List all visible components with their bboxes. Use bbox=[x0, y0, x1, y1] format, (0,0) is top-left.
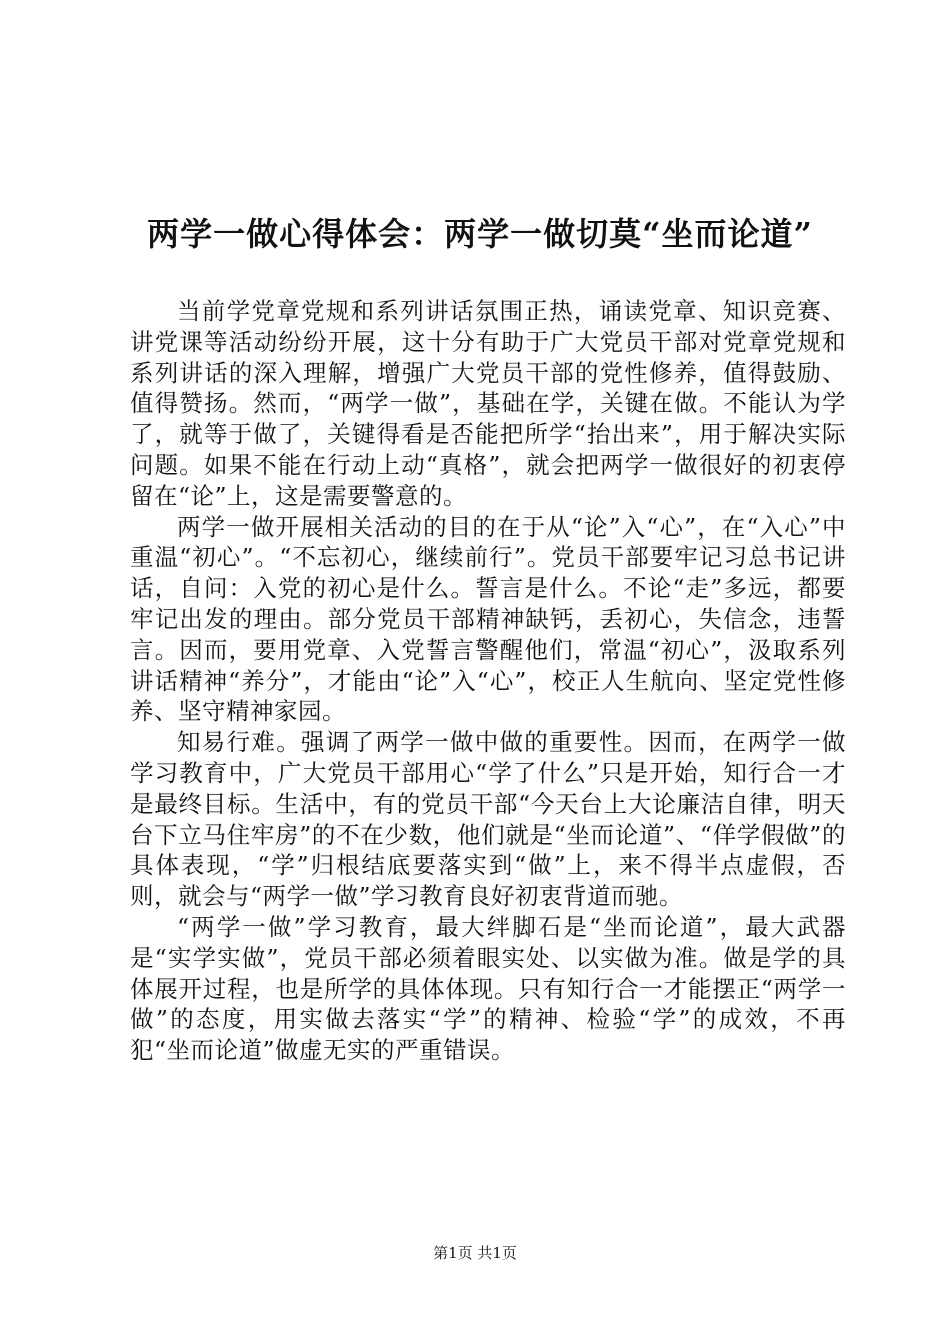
paragraph-1: 当前学党章党规和系列讲话氛围正热，诵读党章、知识竞赛、讲党课等活动纷纷开展，这十分有助于广大党员干部对党章党规和系列讲话的深入理解，增强广大党员干部的党性修养，值得鼓励、值得赞扬。然而，“两学一做”，基础在学，关键在做。不能认为学了，就等于做了，关键得看是否能把所学“抬出来”，用于解决实际问题。如果不能在行动上动“真格”，就会把两学一做很好的初衷停留在“论”上，这是需要警意的。 bbox=[130, 297, 846, 510]
paragraph-4: “两学一做”学习教育，最大绊脚石是“坐而论道”，最大武器是“实学实做”，党员干部必须着眼实处、以实做为准。做是学的具体展开过程，也是所学的具体体现。只有知行合一才能摆正“两学一做”的态度，用实做去落实“学”的精神、检验“学”的成效，不再犯“坐而论道”做虚无实的严重错误。 bbox=[130, 912, 846, 1065]
paragraph-2: 两学一做开展相关活动的目的在于从“论”入“心”，在“入心”中重温“初心”。“不忘初心，继续前行”。党员干部要牢记习总书记讲话，自问：入党的初心是什么。誓言是什么。不论“走”多远，都要牢记出发的理由。部分党员干部精神缺钙，丢初心，失信念，违誓言。因而，要用党章、入党誓言警醒他们，常温“初心”，汲取系列讲话精神“养分”，才能由“论”入“心”，校正人生航向、坚定党性修养、坚守精神家园。 bbox=[130, 512, 846, 726]
page-footer: 第1页 共1页 bbox=[433, 1244, 517, 1262]
document-body bbox=[130, 296, 846, 1066]
paragraph-3: 知易行难。强调了两学一做中做的重要性。因而，在两学一做学习教育中，广大党员干部用心“学了什么”只是开始，知行合一才是最终目标。生活中，有的党员干部“今天台上大论廉洁自律，明天台下立马住牢房”的不在少数，他们就是“坐而论道”、“佯学假做”的具体表现，“学”归根结底要落实到“做”上，来不得半点虚假，否则，就会与“两学一做”学习教育良好初衷背道而驰。 bbox=[130, 728, 846, 911]
document-title: 两学一做心得体会：两学一做切莫“坐而论道” bbox=[147, 215, 813, 254]
